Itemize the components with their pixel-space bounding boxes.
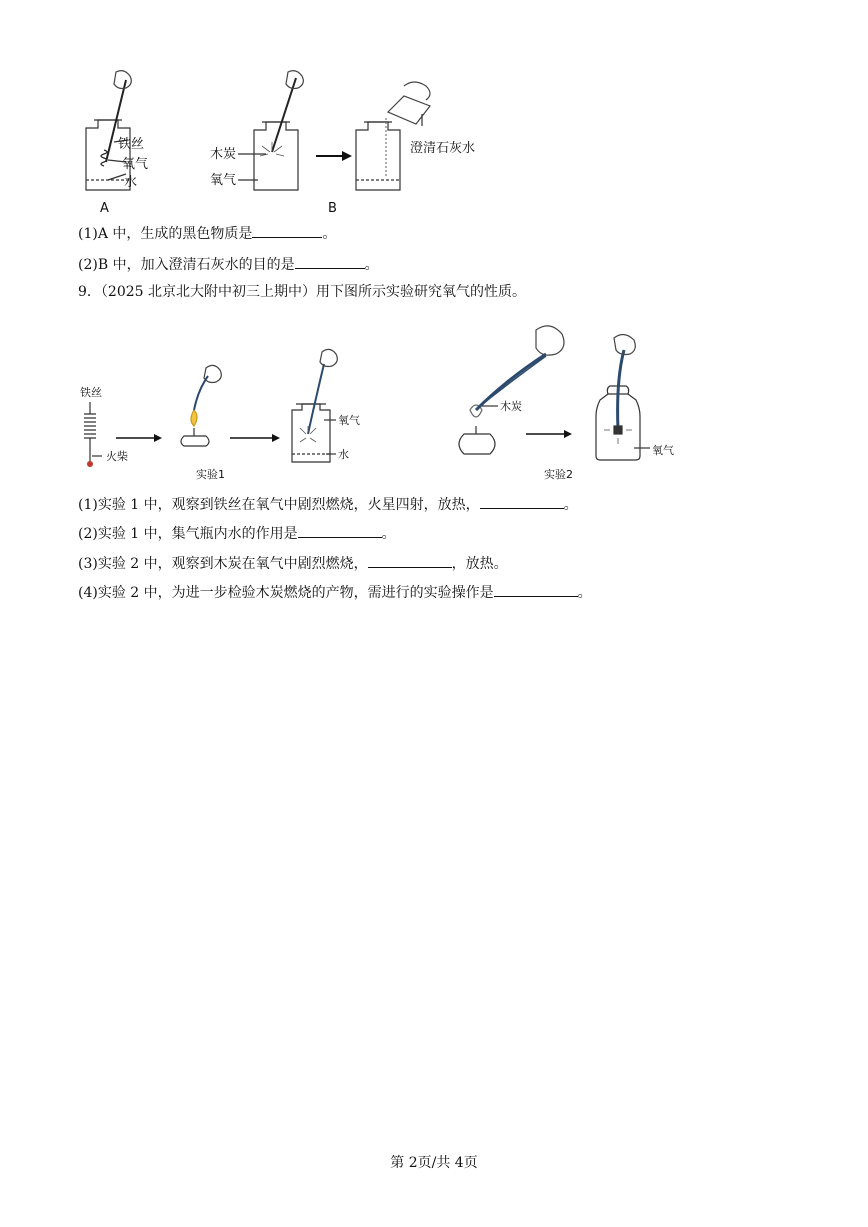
q8-item-1-tail: 。 bbox=[322, 226, 337, 242]
alcohol-lamp-2 bbox=[459, 326, 564, 454]
label-water-exp1: 水 bbox=[338, 448, 349, 461]
q8-item-2-text: (2)B 中，加入澄清石灰水的目的是 bbox=[78, 257, 295, 273]
label-limewater: 澄清石灰水 bbox=[410, 141, 476, 156]
page-footer: 第 2页/共 4页 bbox=[390, 1155, 478, 1171]
label-water: 水 bbox=[124, 175, 138, 190]
caption-a: A bbox=[100, 201, 109, 216]
q9-item-2-text: (2)实验 1 中，集气瓶内水的作用是 bbox=[78, 526, 298, 542]
figure-a-b bbox=[70, 62, 510, 222]
q9-item-1-tail: 。 bbox=[563, 497, 578, 513]
label-oxygen-exp2: 氧气 bbox=[652, 444, 674, 457]
label-iron-wire: 铁丝 bbox=[118, 137, 145, 152]
answer-blank-q9-3[interactable] bbox=[368, 553, 452, 568]
label-charcoal: 木炭 bbox=[210, 147, 237, 162]
caption-b: B bbox=[328, 201, 337, 216]
q9-item-3-text: (3)实验 2 中，观察到木炭在氧气中剧烈燃烧， bbox=[78, 556, 368, 572]
bottle-exp2 bbox=[596, 334, 650, 460]
q8-item-2 bbox=[78, 254, 379, 274]
arrow-icon bbox=[316, 151, 352, 161]
caption-exp2: 实验2 bbox=[544, 468, 573, 481]
bottle-b1 bbox=[238, 71, 303, 190]
bottle-exp1 bbox=[292, 349, 337, 462]
answer-blank-q8-2[interactable] bbox=[295, 254, 365, 269]
answer-blank-q9-2[interactable] bbox=[298, 523, 382, 538]
answer-blank-q9-4[interactable] bbox=[494, 582, 578, 597]
label-charcoal-2: 木炭 bbox=[500, 400, 522, 413]
q9-item-4-tail: 。 bbox=[577, 585, 592, 601]
arrow-icon bbox=[116, 434, 162, 442]
q9-item-4-text: (4)实验 2 中，为进一步检验木炭燃烧的产物，需进行的实验操作是 bbox=[78, 585, 494, 601]
q9-item-1 bbox=[78, 494, 578, 514]
figure-experiments bbox=[70, 310, 710, 490]
label-oxygen-b: 氧气 bbox=[210, 173, 237, 188]
arrow-icon bbox=[526, 430, 572, 438]
answer-blank-q8-1[interactable] bbox=[252, 223, 322, 238]
match-head-icon bbox=[87, 461, 93, 467]
caption-exp1: 实验1 bbox=[196, 468, 225, 481]
iron-coil bbox=[84, 402, 102, 462]
label-oxygen-a: 氧气 bbox=[122, 157, 149, 172]
q9-stem: 9．（2025 北京北大附中初三上期中）用下图所示实验研究氧气的性质。 bbox=[78, 284, 526, 300]
alcohol-lamp-1 bbox=[181, 365, 221, 446]
label-match: 火柴 bbox=[106, 450, 128, 463]
label-oxygen-exp1: 氧气 bbox=[338, 414, 360, 427]
q9-item-3-tail: ，放热。 bbox=[451, 556, 508, 572]
q8-item-1 bbox=[78, 223, 336, 243]
arrow-icon bbox=[230, 434, 280, 442]
q8-item-1-text: (1)A 中，生成的黑色物质是 bbox=[78, 226, 253, 242]
bottle-a bbox=[86, 71, 131, 190]
q9-item-2-tail: 。 bbox=[381, 526, 396, 542]
q9-item-3 bbox=[78, 553, 508, 573]
bottle-b2 bbox=[356, 82, 430, 190]
q9-item-2 bbox=[78, 523, 396, 543]
label-iron-wire-2: 铁丝 bbox=[80, 386, 102, 399]
answer-blank-q9-1[interactable] bbox=[480, 494, 564, 509]
q9-item-4 bbox=[78, 582, 592, 602]
q9-item-1-text: (1)实验 1 中，观察到铁丝在氧气中剧烈燃烧，火星四射，放热， bbox=[78, 497, 480, 513]
q8-item-2-tail: 。 bbox=[364, 257, 379, 273]
